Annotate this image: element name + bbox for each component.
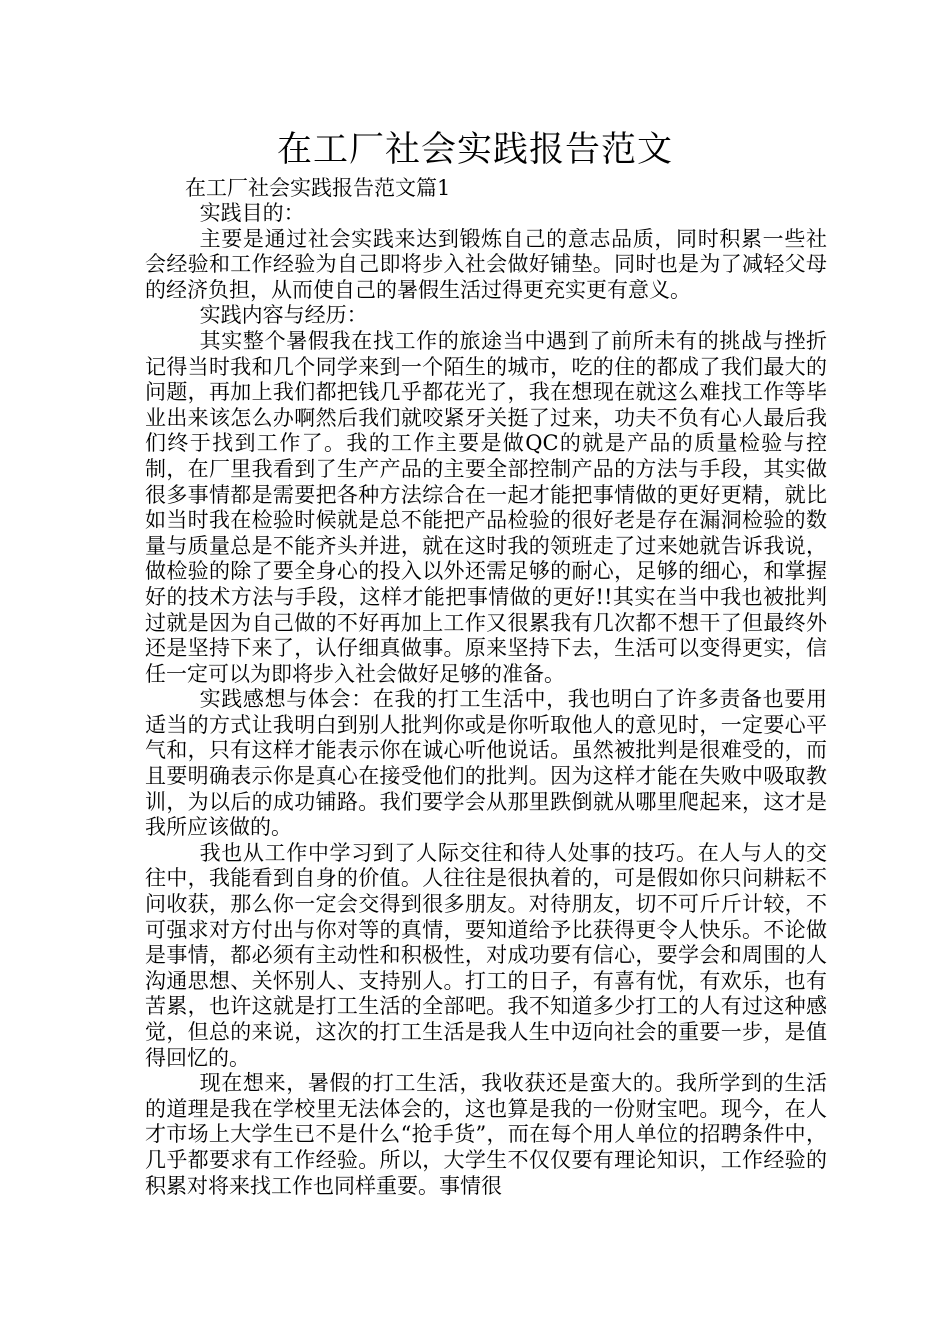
document-title: 在工厂社会实践报告范文	[276, 130, 673, 170]
paragraph-purpose: 主要是通过社会实践来达到锻炼自己的意志品质，同时积累一些社会经验和工作经验为自己即将步入社会做好铺垫。同时也是为了减轻父母的经济负担，从而使自己的暑假生活过得更充实更有意义。	[145, 226, 827, 302]
paragraph-reflection: 实践感想与体会：在我的打工生活中，我也明白了许多责备也要用适当的方式让我明白到别人批判你或是你听取他人的意见时，一定要心平气和，只有这样才能表示你在诚心听他说话。虽然被批判是很难受的，而且要明确表示你是真心在接受他们的批判。因为这样才能在失败中吸取教训，为以后的成功铺路。我们要学会从那里跌倒就从哪里爬起来，这才是我所应该做的。	[145, 687, 827, 840]
section-label-purpose: 实践目的：	[199, 201, 305, 225]
section-label-content: 实践内容与经历：	[199, 303, 368, 328]
paragraph-summary: 现在想来，暑假的打工生活，我收获还是蛮大的。我所学到的生活的道理是我在学校里无法体会的，这也算是我的一份财宝吧。现今，在人才市场上大学生已不是什么“抢手货”，而在每个用人单位的招聘条件中，几乎都要求有工作经验。所以，大学生不仅仅要有理论知识，工作经验的积累对将来找工作也同样重要。事情很	[145, 1071, 827, 1198]
document-subtitle: 在工厂社会实践报告范文篇1	[185, 176, 451, 200]
paragraph-experience: 其实整个暑假我在找工作的旅途当中遇到了前所未有的挑战与挫折记得当时我和几个同学来到一个陌生的城市，吃的住的都成了我们最大的问题，再加上我们都把钱几乎都花光了，我在想现在就这么难找工作等毕业出来该怎么办啊然后我们就咬紧牙关挺了过来，功夫不负有心人最后我们终于找到工作了。我的工作主要是做QC的就是产品的质量检验与控制，在厂里我看到了生产产品的主要全部控制产品的方法与手段，其实做很多事情都是需要把各种方法综合在一起才能把事情做的更好更精，就比如当时我在检验时候就是总不能把产品检验的很好老是存在漏洞检验的数量与质量总是不能齐头并进，就在这时我的领班走了过来她就告诉我说，做检验的除了要全身心的投入以外还需足够的耐心，足够的细心，和掌握好的技术方法与手段，这样才能把事情做的更好!!其实在当中我也被批判过就是因为自己做的不好再加上工作又很累我有几次都不想干了但最终外还是坚持下来了，认仔细真做事。原来坚持下去，生活可以变得更实，信任一定可以为即将步入社会做好足够的准备。	[145, 328, 827, 686]
document-body	[145, 201, 827, 1199]
paragraph-interpersonal: 我也从工作中学习到了人际交往和待人处事的技巧。在人与人的交往中，我能看到自身的价值。人往往是很执着的，可是假如你只问耕耘不问收获，那么你一定会交得到很多朋友。对待朋友，切不可斤斤计较，不可强求对方付出与你对等的真情，要知道给予比获得更令人快乐。不论做是事情，都必须有主动性和积极性，对成功要有信心，要学会和周围的人沟通思想、关怀别人、支持别人。打工的日子，有喜有忧，有欢乐，也有苦累，也许这就是打工生活的全部吧。我不知道多少打工的人有过这种感觉，但总的来说，这次的打工生活是我人生中迈向社会的重要一步，是值得回忆的。	[145, 840, 827, 1070]
